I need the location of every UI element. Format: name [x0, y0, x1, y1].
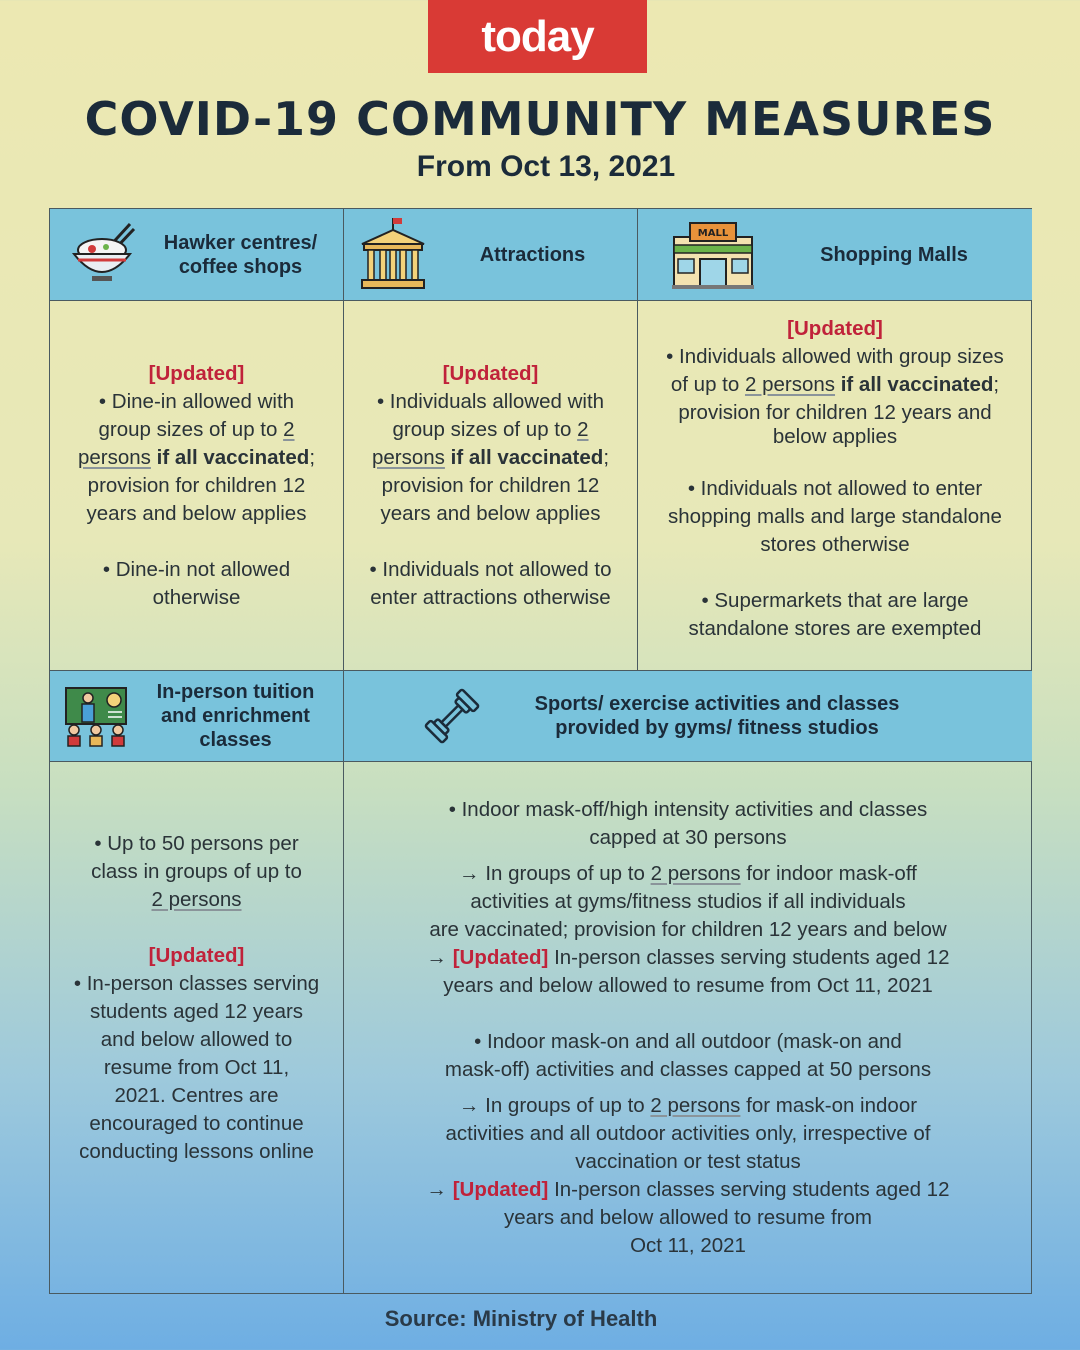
tuition-content — [50, 762, 344, 1294]
header-tuition — [50, 670, 344, 762]
malls-b1-l2 — [671, 371, 999, 399]
tuition-b2-l4: resume from Oct 11, — [103, 1056, 290, 1079]
sports-s2-a1-post: for mask-on indoor — [746, 1094, 918, 1117]
header-tuition-line3: classes — [199, 729, 272, 751]
attr-b1-mid: group sizes of up to — [392, 417, 572, 441]
header-malls — [638, 209, 1032, 301]
sports-s2-a1-l1 — [459, 1092, 917, 1120]
museum-icon — [358, 216, 428, 294]
header-tuition-line2: and enrichment — [161, 705, 310, 727]
today-logo: today — [428, 0, 647, 73]
attr-b1-l3 — [372, 444, 609, 472]
page-subtitle: From Oct 13, 2021 — [416, 150, 676, 183]
mall-icon — [670, 219, 756, 291]
sports-s1-l2: capped at 30 persons — [589, 826, 787, 849]
hawker-b1-semi: ; — [309, 445, 316, 469]
attr-b1-l5: years and below applies — [380, 501, 601, 525]
sports-s2-a2-arrow: → — [426, 1178, 447, 1201]
sports-s1-a1-l3: are vaccinated; provision for children 12 years and below — [429, 918, 947, 941]
attr-b1-bold: if all vaccinated — [450, 445, 604, 469]
malls-b1-l3: provision for children 12 years and — [678, 401, 992, 424]
sports-content — [344, 762, 1032, 1294]
updated-tag: [Updated] — [148, 361, 245, 385]
header-hawker — [50, 209, 344, 301]
sports-s2-a2-l2: years and below allowed to resume from — [503, 1206, 873, 1229]
header-hawker-line1: Hawker centres/ — [163, 231, 318, 254]
header-tuition-line1: In-person tuition — [156, 681, 315, 703]
sports-s2-a1-under: 2 persons — [650, 1094, 741, 1117]
updated-tag: [Updated] — [452, 946, 549, 969]
malls-b1-bold: if all vaccinated — [840, 373, 994, 396]
hawker-b1-l3 — [78, 444, 315, 472]
source-credit: Source: Ministry of Health — [384, 1306, 658, 1331]
header-attractions — [344, 209, 638, 301]
sports-s1-l1: • Indoor mask-off/high intensity activities and classes — [448, 798, 928, 821]
malls-b2-l1: • Individuals not allowed to enter — [687, 477, 983, 500]
sports-s1-a2-arrow: → — [426, 946, 447, 969]
hawker-content — [50, 301, 344, 670]
sports-s1-a1-under: 2 persons — [650, 862, 741, 885]
header-attractions-label: Attractions — [479, 243, 586, 266]
sports-s2-l2: mask-off) activities and classes capped at 50 persons — [444, 1058, 932, 1081]
attr-b1-l2 — [392, 416, 588, 444]
sports-s2-a2-l1 — [427, 1176, 950, 1204]
tuition-b2-l6: encouraged to continue — [89, 1112, 304, 1135]
tuition-b2-l1: • In-person classes serving — [73, 972, 320, 995]
sports-s1-a1-l1 — [459, 860, 917, 888]
hawker-b1-l2 — [98, 416, 294, 444]
sports-s2-a2-post: In-person classes serving students aged 12 — [554, 1178, 950, 1201]
page-title: COVID-19 COMMUNITY MEASURES — [84, 92, 996, 146]
malls-b2-l3: stores otherwise — [760, 533, 910, 556]
dumbbell-icon — [422, 686, 482, 746]
tuition-b1-l1: • Up to 50 persons per — [94, 832, 299, 855]
sports-s1-a1-pre: → In groups of up to — [459, 862, 645, 885]
tuition-b2-l2: students aged 12 years — [89, 1000, 304, 1023]
sports-s2-a1-l3: vaccination or test status — [575, 1150, 801, 1173]
header-sports-line1: Sports/ exercise activities and classes — [534, 693, 900, 715]
attr-b1-l4: provision for children 12 — [381, 473, 600, 497]
sports-s1-a2-post: In-person classes serving students aged 12 — [554, 946, 950, 969]
attractions-content — [344, 301, 638, 670]
hawker-b2-l2: otherwise — [152, 585, 241, 609]
hawker-b1-persons: persons — [77, 445, 151, 469]
mall-icon-text: MALL — [697, 227, 729, 239]
sports-s1-a2-l1 — [427, 944, 950, 972]
sports-s2-a2-l3: Oct 11, 2021 — [630, 1234, 746, 1257]
malls-b3-l2: standalone stores are exempted — [688, 617, 982, 640]
tuition-b2-l3: and below allowed to — [100, 1028, 293, 1051]
malls-b1-l1: • Individuals allowed with group sizes — [666, 345, 1004, 368]
hawker-b1-l4: provision for children 12 — [87, 473, 306, 497]
sports-s2-l1: • Indoor mask-on and all outdoor (mask-on and — [474, 1030, 902, 1053]
updated-tag: [Updated] — [148, 944, 245, 967]
sports-s1-a2-l2: years and below allowed to resume from Oct 11, 2021 — [443, 974, 933, 997]
header-sports — [344, 670, 1032, 762]
header-malls-label: Shopping Malls — [820, 243, 968, 266]
hawker-b1-l1: • Dine-in allowed with — [98, 389, 295, 413]
malls-b3-l1: • Supermarkets that are large — [701, 589, 969, 612]
updated-tag: [Updated] — [442, 361, 539, 385]
malls-b1-under: 2 persons — [744, 373, 836, 396]
attr-b1-semi: ; — [603, 445, 610, 469]
tuition-b2-l7: conducting lessons online — [79, 1140, 314, 1163]
attr-b2-l2: enter attractions otherwise — [370, 585, 611, 609]
sports-s1-a1-l2: activities at gyms/fitness studios if all individuals — [470, 890, 906, 913]
attr-b1-num: 2 — [577, 417, 589, 441]
sports-s2-a1-pre: → In groups of up to — [458, 1094, 645, 1117]
classroom-icon — [64, 684, 128, 748]
sports-s1-a1-post: for indoor mask-off — [746, 862, 917, 885]
malls-b2-l2: shopping malls and large standalone — [668, 505, 1002, 528]
hawker-b1-bold: if all vaccinated — [156, 445, 310, 469]
hawker-b2-l1: • Dine-in not allowed — [102, 557, 291, 581]
updated-tag: [Updated] — [787, 317, 883, 340]
measures-table — [49, 208, 1032, 1294]
attr-b1-l1: • Individuals allowed with — [376, 389, 605, 413]
rice-bowl-icon — [68, 220, 138, 290]
hawker-b1-num: 2 — [283, 417, 295, 441]
header-sports-line2: provided by gyms/ fitness studios — [555, 717, 879, 739]
header-hawker-line2: coffee shops — [178, 255, 303, 278]
tuition-b2-l5: 2021. Centres are — [114, 1084, 279, 1107]
sports-s2-a1-l2: activities and all outdoor activities only, irrespective of — [445, 1122, 931, 1145]
malls-content — [638, 301, 1032, 670]
malls-b1-l4: below applies — [772, 425, 898, 448]
malls-b1-pre: of up to — [670, 373, 740, 396]
hawker-b1-mid: group sizes of up to — [98, 417, 278, 441]
tuition-b1-under: 2 persons — [151, 888, 242, 911]
attr-b2-l1: • Individuals not allowed to — [369, 557, 612, 581]
attr-b1-persons: persons — [371, 445, 445, 469]
updated-tag: [Updated] — [452, 1178, 549, 1201]
malls-b1-semi: ; — [993, 373, 1000, 396]
tuition-b1-l2: class in groups of up to — [91, 860, 302, 883]
hawker-b1-l5: years and below applies — [86, 501, 307, 525]
